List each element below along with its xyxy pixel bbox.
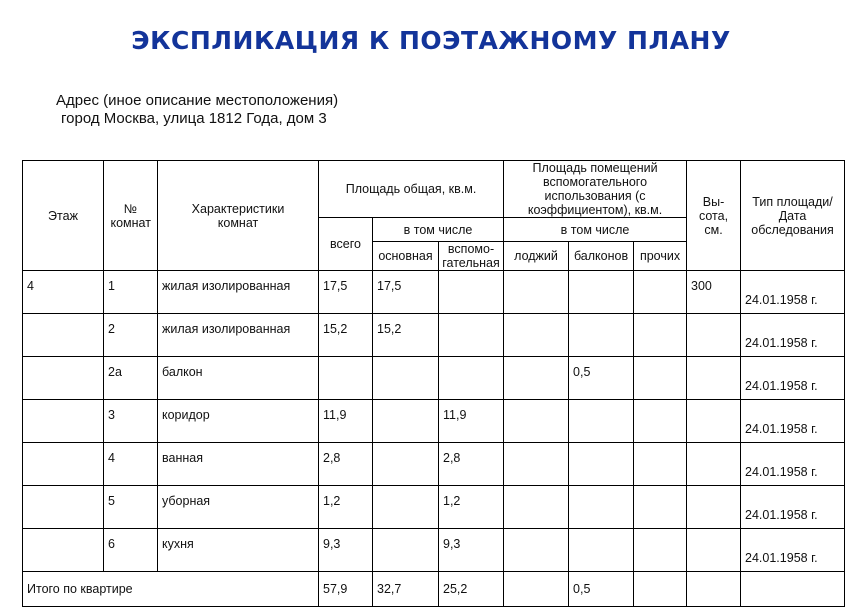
header-room-no-text: № комнат	[110, 201, 151, 230]
cell-main	[373, 443, 439, 486]
table-row	[23, 529, 845, 572]
header-height-text: Вы-сота, см.	[698, 194, 729, 237]
cell-other	[634, 486, 687, 529]
totals-row	[23, 572, 845, 607]
cell-balcony	[569, 443, 634, 486]
cell-date: 24.01.1958 г.	[741, 271, 845, 314]
table-row	[23, 486, 845, 529]
header-height	[687, 161, 741, 271]
cell-room: 4	[104, 443, 158, 486]
cell-aux: 2,8	[439, 443, 504, 486]
cell-date: 24.01.1958 г.	[741, 314, 845, 357]
cell-date: 24.01.1958 г.	[741, 529, 845, 572]
header-aux-text: вспомо-гательная	[442, 242, 500, 270]
cell-floor	[23, 486, 104, 529]
page-title: ЭКСПЛИКАЦИЯ К ПОЭТАЖНОМУ ПЛАНУ	[131, 26, 731, 55]
cell-main	[373, 529, 439, 572]
table-row	[23, 400, 845, 443]
cell-loggia	[504, 314, 569, 357]
totals-height	[687, 572, 741, 607]
cell-desc: коридор	[158, 400, 319, 443]
header-aux-area	[504, 161, 687, 218]
cell-other	[634, 271, 687, 314]
cell-date: 24.01.1958 г.	[741, 443, 845, 486]
cell-room: 2а	[104, 357, 158, 400]
totals-date	[741, 572, 845, 607]
cell-aux	[439, 357, 504, 400]
cell-height	[687, 443, 741, 486]
cell-total: 2,8	[319, 443, 373, 486]
cell-aux: 1,2	[439, 486, 504, 529]
cell-aux: 11,9	[439, 400, 504, 443]
cell-total: 9,3	[319, 529, 373, 572]
header-total: всего	[319, 218, 373, 271]
cell-room: 2	[104, 314, 158, 357]
header-other: прочих	[634, 242, 687, 271]
totals-total: 57,9	[319, 572, 373, 607]
cell-main: 15,2	[373, 314, 439, 357]
header-type-date	[741, 161, 845, 271]
cell-main	[373, 357, 439, 400]
cell-floor	[23, 314, 104, 357]
address-value: город Москва, улица 1812 Года, дом 3	[61, 110, 327, 127]
cell-room: 6	[104, 529, 158, 572]
cell-floor	[23, 529, 104, 572]
cell-height	[687, 400, 741, 443]
cell-balcony	[569, 529, 634, 572]
cell-room: 1	[104, 271, 158, 314]
header-main: основная	[373, 242, 439, 271]
cell-loggia	[504, 271, 569, 314]
cell-total: 1,2	[319, 486, 373, 529]
cell-date: 24.01.1958 г.	[741, 400, 845, 443]
cell-total: 11,9	[319, 400, 373, 443]
cell-loggia	[504, 357, 569, 400]
cell-other	[634, 529, 687, 572]
cell-balcony: 0,5	[569, 357, 634, 400]
totals-aux: 25,2	[439, 572, 504, 607]
header-balconies: балконов	[569, 242, 634, 271]
cell-floor	[23, 400, 104, 443]
cell-aux: 9,3	[439, 529, 504, 572]
cell-room: 3	[104, 400, 158, 443]
cell-main: 17,5	[373, 271, 439, 314]
cell-balcony	[569, 314, 634, 357]
cell-floor: 4	[23, 271, 104, 314]
header-type-date-text: Тип площади/ Дата обследования	[751, 194, 834, 237]
table-row	[23, 314, 845, 357]
header-total-area: Площадь общая, кв.м.	[319, 161, 504, 218]
cell-desc: уборная	[158, 486, 319, 529]
cell-height	[687, 529, 741, 572]
cell-aux	[439, 314, 504, 357]
header-incl-2: в том числе	[504, 218, 687, 242]
table-row	[23, 357, 845, 400]
cell-height	[687, 357, 741, 400]
cell-other	[634, 443, 687, 486]
table-row	[23, 443, 845, 486]
header-room-desc-text: Характеристики комнат	[191, 201, 285, 230]
cell-height: 300	[687, 271, 741, 314]
cell-aux	[439, 271, 504, 314]
cell-height	[687, 314, 741, 357]
header-aux	[439, 242, 504, 271]
cell-balcony	[569, 486, 634, 529]
header-aux-area-text: Площадь помещений вспомогательного использования (с коэффициентом), кв.м.	[527, 161, 663, 217]
explication-table	[22, 160, 845, 607]
cell-balcony	[569, 271, 634, 314]
cell-total: 15,2	[319, 314, 373, 357]
cell-main	[373, 486, 439, 529]
cell-other	[634, 357, 687, 400]
totals-balcony: 0,5	[569, 572, 634, 607]
cell-height	[687, 486, 741, 529]
cell-other	[634, 314, 687, 357]
address-label: Адрес (иное описание местоположения)	[56, 92, 339, 109]
cell-balcony	[569, 400, 634, 443]
cell-main	[373, 400, 439, 443]
cell-total: 17,5	[319, 271, 373, 314]
cell-desc: балкон	[158, 357, 319, 400]
header-room-no	[104, 161, 158, 271]
cell-total	[319, 357, 373, 400]
cell-desc: ванная	[158, 443, 319, 486]
totals-loggia	[504, 572, 569, 607]
cell-loggia	[504, 400, 569, 443]
header-room-desc	[158, 161, 319, 271]
cell-loggia	[504, 443, 569, 486]
table-row	[23, 271, 845, 314]
cell-desc: жилая изолированная	[158, 314, 319, 357]
cell-date: 24.01.1958 г.	[741, 357, 845, 400]
cell-loggia	[504, 529, 569, 572]
cell-other	[634, 400, 687, 443]
header-loggias: лоджий	[504, 242, 569, 271]
cell-desc: кухня	[158, 529, 319, 572]
header-incl-1: в том числе	[373, 218, 504, 242]
totals-label: Итого по квартире	[23, 572, 319, 607]
totals-main: 32,7	[373, 572, 439, 607]
cell-floor	[23, 357, 104, 400]
totals-other	[634, 572, 687, 607]
cell-date: 24.01.1958 г.	[741, 486, 845, 529]
cell-floor	[23, 443, 104, 486]
cell-loggia	[504, 486, 569, 529]
cell-desc: жилая изолированная	[158, 271, 319, 314]
cell-room: 5	[104, 486, 158, 529]
header-floor: Этаж	[23, 161, 104, 271]
